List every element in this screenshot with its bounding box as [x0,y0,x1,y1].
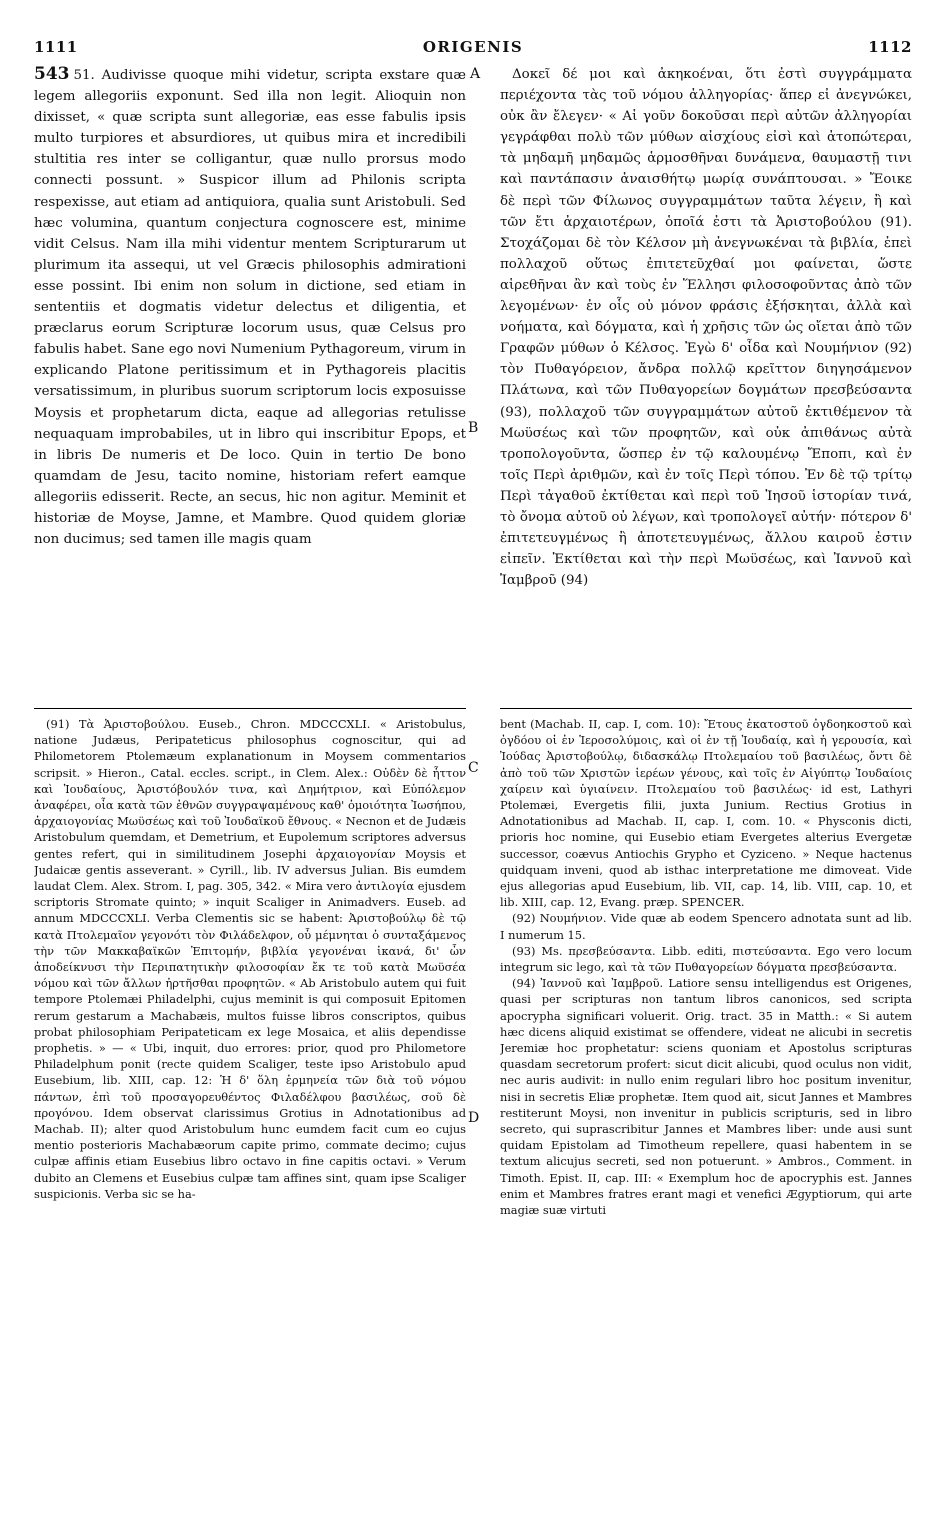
margin-marker-d: D [468,1110,480,1126]
margin-marker-a: A [470,66,481,82]
footnote-92: (92) Νουμήνιον. Vide quæ ab eodem Spencero adnotata sunt ad lib. I numerum 15. [500,911,912,942]
footnote-91-continued: bent (Machab. II, cap. I, com. 10): Ἔτους ἑκατοστοῦ ὀγδοηκοστοῦ καὶ ὀγδόου οἱ ἐν Ἱεροσολύμοις, καὶ οἱ ἐν τῇ Ἰουδαίᾳ, καὶ ἡ γερουσία, καὶ Ἰούδας Ἀριστοβούλῳ, διδασκάλῳ Πτολεμαίου τοῦ βασιλέως, ὄντι δὲ ἀπὸ τοῦ τῶν Χριστῶν ἱερέων γένους, καὶ τοῖς ἐν Αἰγύπτῳ Ἰουδαίοις χαίρειν καὶ ὑγιαίνειν. Πτολεμαίου τοῦ βασιλέως· id est, Lathyri Ptolemæi, Evergetis filii, juxta Junium. Rectius Grotius in Adnotationibus ad Machab. II, cap. I, com. 10. « Physconis dicti, prioris hoc nomine, qui Eusebio etiam Evergetes alterius Evergetæ successor, coævus Antiochis Grypho et Cyziceno. » Neque hactenus quidquam inveni, quod ab isthac interpretatione me dimoveat. Vide ejus allegorias apud Eusebium, lib. VII, cap. 14, lib. VIII, cap. 10, et lib. XIII, cap. 12, Evang. præp. SPENCER. [500,717,912,910]
footnote-93: (93) Ms. πρεσβεύσαντα. Libb. editi, πιστεύσαντα. Ego vero locum integrum sic lego, καὶ τὰ τῶν Πυθαγορείων δόγματα πρεσβεύσαντα. [500,943,912,975]
footnote-divider-right [500,708,912,709]
page-marker: 543 [34,64,70,84]
greek-main-text: Δοκεῖ δέ μοι καὶ ἀκηκοέναι, ὅτι ἐστὶ συγγράμματα περιέχοντα τὰς τοῦ νόμου ἀλληγορίας· ἅπερ εἰ ἀνεγνώκει, οὐκ ἂν ἔλεγεν· « Αἱ γοῦν δοκοῦσαι περὶ αὐτῶν ἀλληγορίαι γεγράφθαι πολὺ τῶν μύθων αἰσχίους εἰσὶ καὶ ἀτοπώτεραι, τὰ μηδαμῆ μηδαμῶς ἁρμοσθῆναι δυνάμενα, θαυμαστῇ τινι καὶ παντάπασιν ἀναισθήτῳ μωρίᾳ συνάπτουσαι. » Ἔοικε δὲ περὶ τῶν Φίλωνος συγγραμμάτων ταῦτα λέγειν, ἢ καὶ τῶν ἔτι ἀρχαιοτέρων, ὁποῖά ἐστι τὰ Ἀριστοβούλου (91). Στοχάζομαι δὲ τὸν Κέλσον μὴ ἀνεγνωκέναι τὰ βιβλία, ἐπεὶ πολλαχοῦ οὕτως ἐπιτετεῦχθαί μοι φαίνεται, ὥστε αἱρεθῆναι ἂν καὶ τοὺς ἐν Ἕλλησι φιλοσοφοῦντας ἀπὸ τῶν λεγομένων· ἐν οἷς οὐ μόνον φράσις ἐξήσκηται, ἀλλὰ καὶ νοήματα, καὶ δόγματα, καὶ ἡ χρῆσις τῶν ὡς οἴεται ἀπὸ τῶν Γραφῶν μύθων ὁ Κέλσος. Ἐγὼ δ' οἶδα καὶ Νουμήνιον (92) τὸν Πυθαγόρειον, ἄνδρα πολλῷ κρεῖττον διηγησάμενον Πλάτωνα, καὶ τῶν Πυθαγορείων δογμάτων πρεσβεύσαντα (93), πολλαχοῦ τῶν συγγραμμάτων αὐτοῦ ἐκτιθέμενον τὰ Μωϋσέως καὶ τῶν προφητῶν, καὶ οὐκ ἀπιθάνως αὐτὰ τροπολογοῦντα, ὥσπερ ἐν τῷ καλουμένῳ Ἔποπι, καὶ ἐν τοῖς Περὶ ἀριθμῶν, καὶ ἐν τοῖς Περὶ τόπου. Ἐν δὲ τῷ τρίτῳ Περὶ τἀγαθοῦ ἐκτίθεται καὶ περὶ τοῦ Ἰησοῦ ἱστορίαν τινά, τὸ ὄνομα αὐτοῦ οὐ λέγων, καὶ τροπολογεῖ αὐτήν· πότερον δ' ἐπιτετευγμένως ἢ ἀποτετευγμένως, ἄλλου καιροῦ ἐστιν εἰπεῖν. Ἐκτίθεται καὶ τὴν περὶ Μωϋσέως, καὶ Ἰαννοῦ καὶ Ἰαμβροῦ (94) [500,67,912,589]
footnote-94: (94) Ἰαννοῦ καὶ Ἰαμβροῦ. Latiore sensu intelligendus est Origenes, quasi per scripturas non tantum libros canonicos, sed scripta apocrypha significari voluerit. Orig. tract. 35 in Matth.: « Si autem hæc dicens aliquid existimat se offendere, videat ne alicubi in secretis Jeremiæ hoc prophetatur: sciens quoniam et Apostolus scripturas quasdam secretorum profert: sicut dicit alicubi, quod oculus non vidit, nec auris audivit: in nullo enim regulari libro hoc positum invenitur, nisi in secretis Eliæ prophetæ. Item quod ait, sicut Jannes et Mambres restiterunt Moysi, non invenitur in publicis scripturis, sed in libro secreto, qui suprascribitur Jannes et Mambres liber: unde ausi sunt quidam Epistolam ad Timotheum repellere, quasi habentem in se textum alicujus secreti, sed non potuerunt. » Ambros., Comment. in Timoth. Epist. II, cap. III: « Exemplum hoc de apocryphis est. Jannes enim et Mambres fratres erant magi et venefici Ægyptiorum, qui arte magiæ suæ virtuti [500,976,912,1218]
margin-marker-b: B [468,420,479,436]
margin-marker-c: C [468,760,479,776]
footnotes-left-column [34,716,466,1522]
left-page-number: 1111 [34,38,78,56]
right-page-number: 1112 [868,38,912,56]
page-header [34,38,912,58]
footnote-91: (91) Τὰ Ἀριστοβούλου. Euseb., Chron. MDCCCXLI. « Aristobulus, natione Judæus, Peripateticus philosophus cognoscitur, qui ad Philometorem Ptolemæum explanationum in Moysem commentarios scripsit. » Hieron., Catal. eccles. script., in Clem. Alex.: Οὐδὲν δὲ ἧττον καὶ Ἰουδαίους, Ἀριστόβουλόν τινα, καὶ Δημήτριον, καὶ Εὐπόλεμον ἀναφέρει, οἷα κατὰ τῶν ἐθνῶν συγγραψαμένους καθ' ὁμοιότητα Ἰωσήπου, ἀρχαιογονίας Μωϋσέως καὶ τοῦ Ἰουδαϊκοῦ ἔθνους. « Necnon et de Judæis Aristobulum quemdam, et Demetrium, et Eupolemum scriptores adversus gentes refert, qui in similitudinem Josephi ἀρχαιογονίαν Moysis et Judaicæ gentis asseverant. » Cyrill., lib. IV adversus Julian. Bis eumdem laudat Clem. Alex. Strom. I, pag. 305, 342. « Mira vero ἀντιλογία ejusdem scriptoris Stromate quinto; » inquit Scaliger in Animadvers. Euseb. ad annum MDCCCXLI. Verba Clementis sic se habent: Ἀριστοβούλῳ δὲ τῷ κατὰ Πτολεμαῖον γεγονότι τὸν Φιλάδελφον, οὗ μέμνηται ὁ συνταξάμενος τὴν τῶν Μακκαβαϊκῶν Ἐπιτομήν, βιβλία γεγονέναι ἱκανά, δι' ὧν ἀποδείκνυσι τὴν Περιπατητικὴν φιλοσοφίαν ἔκ τε τοῦ κατὰ Μωϋσέα νόμου καὶ τῶν ἄλλων ἠρτῆσθαι προφητῶν. « Ab Aristobulo autem qui fuit tempore Ptolemæi Philadelphi, cujus meminit is qui composuit Epitomen rerum gestarum a Machabæis, multos fuisse libros conscriptos, quibus probat philosophiam Peripateticam ex lege Mosaica, et aliis dependisse prophetis. » — « Ubi, inquit, duo errores: prior, quod pro Philometore Philadelphum ponit (recte quidem Scaliger, teste ipso Aristobulo apud Eusebium, lib. XIII, cap. 12: Ἡ δ' ὅλη ἑρμηνεία τῶν διὰ τοῦ νόμου πάντων, ἐπὶ τοῦ προσαγορευθέντος Φιλαδέλφου βασιλέως, σοῦ δὲ προγόνου. Idem observat clarissimus Grotius in Adnotationibus ad Machab. II); alter quod Aristobulum hunc eumdem facit cum eo cujus mentio posterioris Machabæorum capite primo, commate decimo; cujus culpæ affinis etiam Eusebius libro octavo in fine capitis octavi. » Verum dubito an Clemens et Eusebius culpæ tam affines sint, quam ipse Scaliger suspicionis. Verba sic se ha- [34,717,466,1201]
footnotes-right-column [500,716,912,1522]
running-title: ORIGENIS [422,38,524,56]
latin-main-text: 51. Audivisse quoque mihi videtur, scripta exstare quæ legem allegoriis exponunt. Sed illa non legit. Alioquin non dixisset, « quæ scripta sunt allegoriæ, eas esse fabulis ipsis multo turpiores et absurdiores, ut quibus mira et incredibili stultitia res inter se colligantur, quæ nullo prorsus modo connecti possunt. » Suspicor illum ad Philonis scripta respexisse, aut etiam ad antiquiora, qualia sunt Aristobuli. Sed hæc volumina, quantum conjectura cognoscere est, minime vidit Celsus. Nam illa mihi videntur mentem Scripturarum ut plurimum ita assequi, ut vel Græcis philosophis admirationi esse possint. Ibi enim non solum in dictione, sed etiam in sententiis et dogmatis videtur delectus et diligentia, et præclarus eorum Scripturæ locorum usus, quæ Celsus pro fabulis habet. Sane ego novi Numenium Pythagoreum, virum in explicando Platone peritissimum et in Pythagoreis placitis versatissimum, in pluribus suorum scriptorum locis exposuisse Moysis et prophetarum dicta, eaque ad allegorias retulisse nequaquam improbabiles, ut in libro qui inscribitur Epops, et in libris De numeris et De loco. Quin in tertio De bono quamdam de Jesu, tacito nomine, historiam refert eamque allegoriis edisserit. Recte, an secus, hic non agitur. Meminit et historiæ de Moyse, Jamne, et Mambre. Quod quidem gloriæ non ducimus; sed tamen ille magis quam [34,68,466,548]
footnote-divider-left [34,708,466,709]
greek-main-column [500,64,912,704]
latin-main-column [34,64,466,704]
